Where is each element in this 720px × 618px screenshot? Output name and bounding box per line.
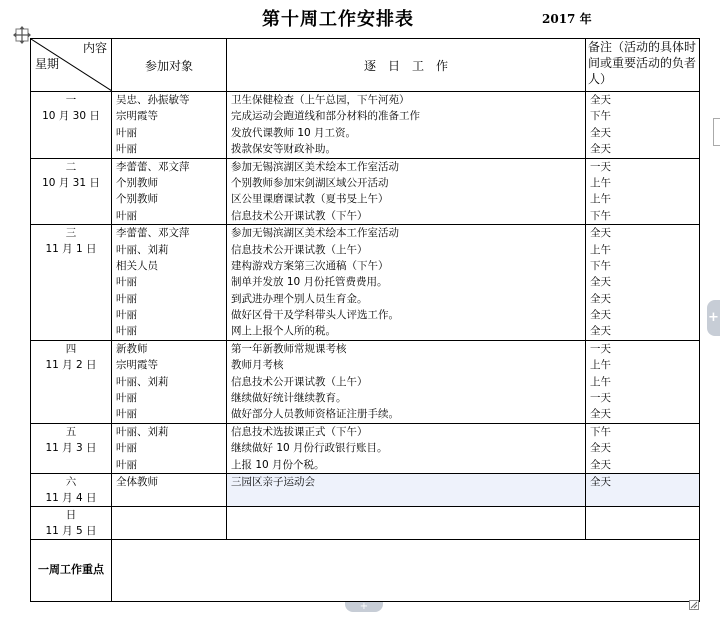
year-label: 2017 年	[542, 12, 592, 26]
date-label: 11 月 2 日	[45, 358, 97, 371]
participant-line: 个别教师	[116, 176, 158, 189]
note-line: 全天	[590, 143, 611, 156]
work-line: 参加无锡滨湖区美术绘本工作室活动	[231, 227, 399, 240]
header-row	[31, 39, 700, 92]
note-line: 全天	[590, 126, 611, 139]
note-line: 下午	[590, 110, 611, 123]
corner-content-label: 内容	[82, 41, 107, 55]
note-cell[interactable]	[586, 92, 700, 159]
day-row	[31, 473, 700, 506]
participants-cell[interactable]	[112, 158, 227, 225]
participant-line: 相关人员	[116, 259, 158, 272]
work-line: 信息技术公开课试教（上午）	[231, 375, 368, 388]
add-row-button[interactable]: +	[345, 602, 383, 612]
day-row	[31, 506, 700, 539]
work-cell[interactable]	[227, 225, 586, 341]
work-line: 建构游戏方案第三次通稿（下午）	[231, 259, 389, 272]
side-panel-handle[interactable]	[713, 118, 720, 146]
participant-line: 李蕾蕾、邓文萍	[116, 160, 190, 173]
participants-cell[interactable]	[112, 225, 227, 341]
note-cell[interactable]	[586, 506, 700, 539]
weekday-label: 五	[65, 425, 77, 438]
note-line: 一天	[590, 392, 611, 405]
note-line: 全天	[590, 325, 611, 338]
work-line: 教师月考核	[231, 359, 284, 372]
work-line: 做好区骨干及学科带头人评选工作。	[231, 309, 399, 322]
participant-line: 宗明霞等	[116, 110, 158, 123]
work-cell[interactable]	[227, 340, 586, 423]
work-line: 继续做好统计继续教育。	[231, 392, 347, 405]
participant-line: 叶丽	[116, 392, 137, 405]
day-cell	[31, 506, 112, 539]
note-line: 全天	[590, 292, 611, 305]
note-line: 一天	[590, 342, 611, 355]
work-line: 制单并发放 10 月份托管费费用。	[231, 276, 388, 289]
work-line: 参加无锡滨湖区美术绘本工作室活动	[231, 160, 399, 173]
work-line: 做好部分人员教师资格证注册手续。	[231, 408, 399, 421]
day-cell	[31, 423, 112, 473]
day-cell	[31, 158, 112, 225]
note-line: 下午	[590, 425, 611, 438]
work-line: 发放代课教师 10 月工资。	[231, 126, 357, 139]
day-row	[31, 423, 700, 473]
work-cell[interactable]	[227, 423, 586, 473]
summary-content[interactable]	[112, 539, 700, 601]
weekday-label: 一	[65, 94, 77, 106]
participant-line: 全体教师	[116, 475, 158, 488]
weekday-label: 四	[65, 342, 77, 355]
participant-line: 个别教师	[116, 193, 158, 206]
note-line: 全天	[590, 309, 611, 322]
work-cell[interactable]	[227, 158, 586, 225]
work-cell[interactable]	[227, 506, 586, 539]
work-cell[interactable]	[227, 473, 586, 506]
note-line: 全天	[590, 276, 611, 289]
work-cell[interactable]	[227, 92, 586, 159]
participants-cell[interactable]	[112, 506, 227, 539]
weekday-label: 二	[65, 160, 77, 173]
participants-cell[interactable]	[112, 423, 227, 473]
day-row	[31, 225, 700, 341]
date-label: 11 月 4 日	[45, 491, 97, 504]
day-row	[31, 92, 700, 159]
participants-cell[interactable]	[112, 340, 227, 423]
day-row	[31, 158, 700, 225]
document-title: 第十周工作安排表	[262, 9, 414, 30]
work-line: 拨款保安等财政补助。	[231, 143, 336, 156]
add-column-button[interactable]: +	[707, 300, 720, 336]
participant-line: 叶丽	[116, 292, 137, 305]
participant-line: 叶丽、刘莉	[116, 243, 169, 256]
note-line: 全天	[590, 94, 611, 106]
work-line: 卫生保健检查（上午总园，下午河苑）	[231, 94, 410, 106]
note-line: 上午	[590, 359, 611, 372]
note-cell[interactable]	[586, 225, 700, 341]
participant-line: 吴忠、孙振敏等	[116, 94, 190, 106]
participant-line: 叶丽	[116, 458, 137, 471]
work-line: 第一年新教师常规课考核	[231, 342, 347, 355]
work-line: 上报 10 月份个税。	[231, 458, 325, 471]
note-line: 一天	[590, 160, 611, 173]
participant-line: 叶丽、刘莉	[116, 375, 169, 388]
day-cell	[31, 340, 112, 423]
day-cell	[31, 225, 112, 341]
summary-label: 一周工作重点	[31, 539, 112, 601]
date-label: 11 月 5 日	[45, 524, 97, 537]
work-line: 三园区亲子运动会	[231, 475, 315, 488]
participant-line: 叶丽	[116, 325, 137, 338]
participant-line: 宗明霞等	[116, 359, 158, 372]
note-line: 全天	[590, 442, 611, 455]
work-line: 完成运动会跑道线和部分材料的准备工作	[231, 110, 420, 123]
work-line: 继续做好 10 月份行政银行账目。	[231, 442, 388, 455]
work-line: 信息技术选拔课正式（下午）	[231, 425, 368, 438]
table-resize-icon[interactable]	[689, 600, 699, 610]
note-header: 备注（活动的具体时间或重要活动的负者人）	[586, 39, 700, 92]
note-line: 全天	[590, 227, 611, 240]
note-line: 上午	[590, 375, 611, 388]
participant-line: 叶丽	[116, 408, 137, 421]
date-label: 11 月 3 日	[45, 441, 97, 454]
note-cell[interactable]	[586, 340, 700, 423]
note-line: 上午	[590, 243, 611, 256]
participant-line: 叶丽	[116, 276, 137, 289]
work-line: 区公里课磨课试教（夏书旻上午）	[231, 193, 389, 206]
weekday-label: 三	[65, 227, 77, 240]
participants-header: 参加对象	[112, 39, 227, 92]
note-line: 下午	[590, 209, 611, 222]
note-line: 全天	[590, 475, 611, 488]
note-line: 上午	[590, 193, 611, 206]
note-line: 下午	[590, 259, 611, 272]
participant-line: 叶丽	[116, 442, 137, 455]
work-line: 网上上报个人所的税。	[231, 325, 336, 338]
note-line: 全天	[590, 408, 611, 421]
corner-cell	[31, 39, 112, 92]
work-header: 逐 日 工 作	[227, 39, 586, 92]
date-label: 10 月 30 日	[42, 110, 100, 122]
day-row	[31, 340, 700, 423]
participant-line: 叶丽	[116, 143, 137, 156]
summary-row	[31, 539, 700, 601]
work-line: 信息技术公开课试教（上午）	[231, 243, 368, 256]
table-move-handle-icon[interactable]	[13, 26, 31, 44]
participant-line: 李蕾蕾、邓文萍	[116, 227, 190, 240]
participant-line: 新教师	[116, 342, 148, 355]
note-cell[interactable]	[586, 158, 700, 225]
weekday-label: 六	[65, 475, 77, 488]
date-label: 11 月 1 日	[45, 243, 97, 256]
participant-line: 叶丽、刘莉	[116, 425, 169, 438]
day-cell	[31, 473, 112, 506]
participant-line: 叶丽	[116, 309, 137, 322]
day-cell	[31, 92, 112, 159]
work-line: 个别教师参加宋剑湖区域公开活动	[231, 176, 389, 189]
note-line: 全天	[590, 458, 611, 471]
weekday-label: 日	[65, 508, 77, 521]
participant-line: 叶丽	[116, 209, 137, 222]
participants-cell[interactable]	[112, 473, 227, 506]
participants-cell[interactable]	[112, 92, 227, 159]
work-line: 信息技术公开课试教（下午）	[231, 209, 368, 222]
date-label: 10 月 31 日	[42, 176, 100, 189]
note-line: 上午	[590, 176, 611, 189]
note-cell[interactable]	[586, 423, 700, 473]
schedule-table	[30, 38, 700, 602]
work-line: 到武进办理个别人员生育金。	[231, 292, 368, 305]
note-cell[interactable]	[586, 473, 700, 506]
participant-line: 叶丽	[116, 126, 137, 139]
corner-weekday-label: 星期	[35, 57, 60, 71]
